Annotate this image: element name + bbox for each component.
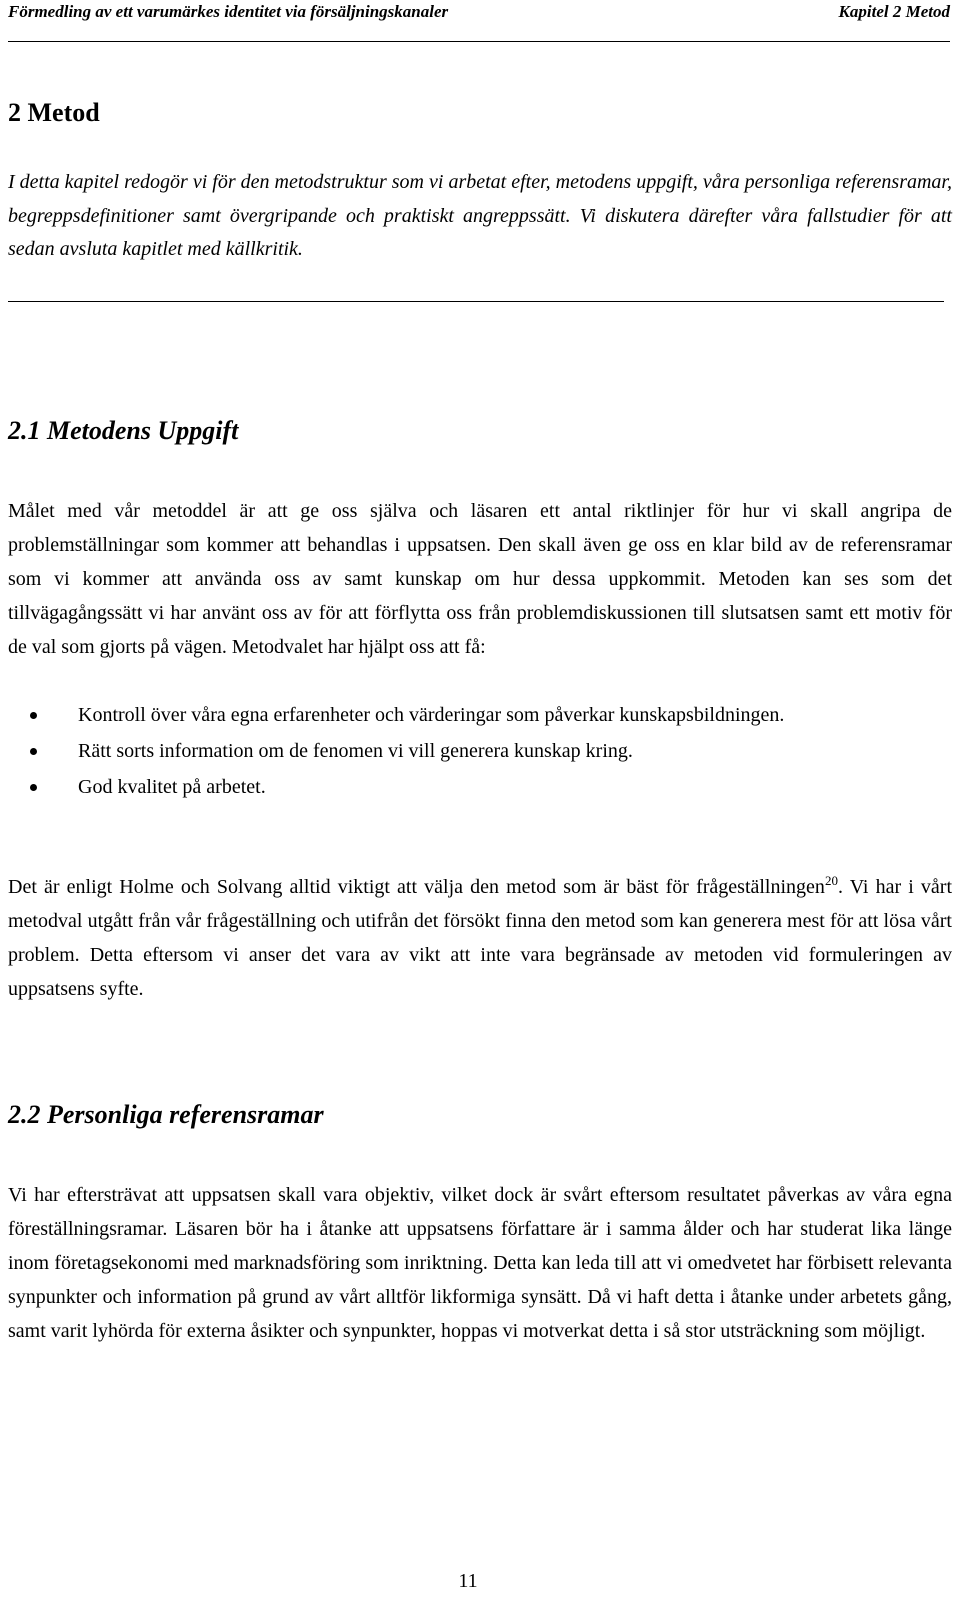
section-paragraph: Vi har eftersträvat att uppsatsen skall vara objektiv, vilket dock är svårt eftersom resultatet påverkas av våra egna föreställningsramar. Läsaren bör ha i åtanke att uppsatsens författare är i samma ålder och har studerat lika länge inom företagsekonomi med marknadsföring som inriktning. Detta kan leda till att vi omedvetet har förbisett relevanta synpunkter och information på grund av vårt alltför likformiga synsätt. Då vi haft detta i åtanke under arbetets gång, samt varit lyhörda för externa åsikter och synpunkter, hoppas vi motverkat detta i så stor utsträckning som möjligt. — [8, 1184, 952, 1342]
list-item — [8, 770, 952, 804]
bullet-icon — [30, 784, 37, 791]
header-chapter-label: Kapitel 2 Metod — [838, 2, 950, 21]
header-document-title: Förmedling av ett varumärkes identitet via försäljningskanaler — [8, 2, 449, 21]
list-item-text: Rätt sorts information om de fenomen vi vill generera kunskap kring. — [78, 740, 633, 762]
chapter-intro: I detta kapitel redogör vi för den metodstruktur som vi arbetat efter, metodens uppgift, våra personliga referensramar, begreppsdefinitioner samt övergripande och praktiskt angreppssätt. Vi diskutera därefter våra fallstudier för att sedan avsluta kapitlet med källkritik. — [8, 171, 952, 260]
paragraph-text: . Vi har i vårt metodval utgått från vår frågeställning och utifrån det försökt finna den metod som kan generera mest för att lösa vårt problem. Detta eftersom vi anser det vara av vikt att inte vara begränsade av metoden vid formuleringen av uppsatsens syfte. — [8, 876, 953, 1000]
section-paragraph: Målet med vår metoddel är att ge oss själva och läsaren ett antal riktlinjer för hur vi skall angripa de problemställningar som kommer att behandlas i uppsatsen. Den skall även ge oss en klar bild av de referensramar som vi kommer att använda oss av samt kunskap om hur dessa uppkommit. Metoden kan ses som det tillvägagångssätt vi har använt oss av för att förflytta oss från problemdiskussionen till slutsatsen samt ett motiv för de val som gjorts på vägen. Metodvalet har hjälpt oss att få: — [8, 500, 952, 658]
list-item — [8, 734, 952, 768]
chapter-heading: 2 Metod — [8, 98, 100, 127]
page-number: 11 — [458, 1570, 478, 1592]
bullet-list — [8, 698, 952, 804]
section-heading-metodens-uppgift: 2.1 Metodens Uppgift — [8, 416, 239, 445]
section-heading-personliga-referensramar: 2.2 Personliga referensramar — [8, 1100, 324, 1129]
bullet-icon — [30, 748, 37, 755]
running-header — [8, 2, 950, 28]
list-item-text: Kontroll över våra egna erfarenheter och värderingar som påverkar kunskapsbildningen. — [78, 704, 785, 726]
list-item-text: God kvalitet på arbetet. — [78, 776, 266, 798]
bullet-icon — [30, 712, 37, 719]
intro-divider — [8, 301, 944, 302]
paragraph-text: Det är enligt Holme och Solvang alltid viktigt att välja den metod som är bäst för frågeställningen — [8, 876, 825, 898]
section-paragraph — [8, 870, 952, 1006]
list-item — [8, 698, 952, 732]
header-divider — [8, 41, 950, 42]
footnote-reference[interactable]: 20 — [824, 873, 838, 888]
